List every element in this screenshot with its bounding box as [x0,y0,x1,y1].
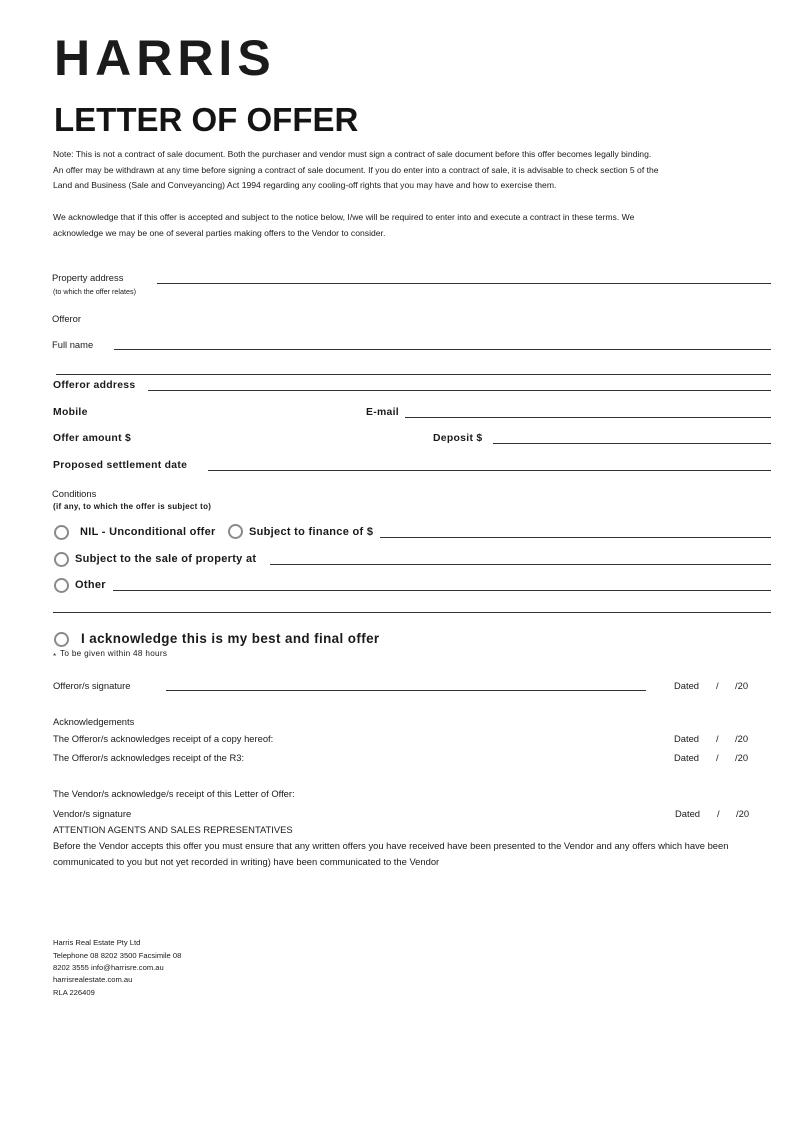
other-field[interactable] [113,590,771,591]
footer-website: harrisrealestate.com.au [53,975,133,984]
best-offer-note: To be given within 48 hours [60,649,168,658]
email-label: E-mail [366,407,399,418]
note-line-1: Note: This is not a contract of sale document. Both the purchaser and vendor must sign a contract of sale document before this offer becomes legally binding. [53,149,652,159]
full-name-field-extra[interactable] [56,374,771,375]
note-line-2: An offer may be withdrawn at any time before signing a contract of sale document. If you do enter into a contract of sale, it is advisable to check section 5 of the [53,165,659,175]
nil-unconditional-radio[interactable] [54,525,69,540]
offeror-heading: Offeror [52,313,82,324]
best-final-offer-label: I acknowledge this is my best and final offer [81,631,380,646]
ack-r3-label: The Offeror/s acknowledges receipt of the R3: [53,752,245,763]
acknowledge-line-1: We acknowledge that if this offer is accepted and subject to the notice below, I/we will be required to enter into and execute a contract in these terms. We [53,212,635,222]
subject-to-finance-radio[interactable] [228,524,243,539]
offer-amount-label: Offer amount $ [53,433,132,444]
deposit-label: Deposit $ [433,433,483,444]
offeror-signature-label: Offeror/s signature [53,680,131,691]
attention-body: Before the Vendor accepts this offer you must ensure that any written offers you have received have been presented to the Vendor and any offers which have been communicated to you but not yet recorded in writing) have been communicated to the Vendor [53,840,729,867]
dated-label: Dated [674,752,700,763]
offeror-signature-field[interactable] [166,690,646,691]
other-label: Other [75,579,106,591]
attention-heading: ATTENTION AGENTS AND SALES REPRESENTATIVES [53,824,293,835]
date-year: /20 [735,733,749,744]
date-year: /20 [736,808,750,819]
conditions-heading: Conditions [52,488,97,499]
date-separator: / [717,808,720,819]
acknowledge-line-2: acknowledge we may be one of several parties making offers to the Vendor to consider. [53,228,386,238]
settlement-date-field[interactable] [208,470,771,471]
footer-company: Harris Real Estate Pty Ltd [53,938,141,947]
asterisk: * [53,652,57,661]
offeror-address-label: Offeror address [53,380,136,391]
acknowledgements-heading: Acknowledgements [53,716,135,727]
footer-rla: RLA 226409 [53,988,95,997]
offeror-address-field[interactable] [148,390,771,391]
ack-copy-label: The Offeror/s acknowledges receipt of a copy hereof: [53,733,274,744]
dated-label: Dated [675,808,701,819]
dated-label: Dated [674,680,700,691]
nil-unconditional-label: NIL - Unconditional offer [80,526,216,538]
property-address-field[interactable] [157,283,771,284]
footer-phone: Telephone 08 8202 3500 Facsimile 08 [53,951,182,960]
full-name-label: Full name [52,339,94,350]
subject-to-sale-label: Subject to the sale of property at [75,553,257,565]
full-name-field[interactable] [114,349,771,350]
date-separator: / [716,733,719,744]
date-separator: / [716,680,719,691]
settlement-date-label: Proposed settlement date [53,460,188,471]
vendor-signature-label: Vendor/s signature [53,808,132,819]
date-year: /20 [735,752,749,763]
date-year: /20 [735,680,749,691]
deposit-field[interactable] [493,443,771,444]
property-address-label: Property address [52,272,124,283]
email-field[interactable] [405,417,771,418]
note-line-3: Land and Business (Sale and Conveyancing) Act 1994 regarding any cooling-off rights that you may have and how to exercise them. [53,180,557,190]
subject-to-finance-label: Subject to finance of $ [249,526,374,538]
best-final-offer-radio[interactable] [54,632,69,647]
conditions-sublabel: (if any, to which the offer is subject to) [53,502,212,511]
dated-label: Dated [674,733,700,744]
footer-fax-email: 8202 3555 info@harrisre.com.au [53,963,164,972]
mobile-label: Mobile [53,407,88,418]
date-separator: / [716,752,719,763]
page-title: LETTER OF OFFER [54,101,359,138]
vendor-receipt-label: The Vendor/s acknowledge/s receipt of this Letter of Offer: [53,788,295,799]
property-address-sublabel: (to which the offer relates) [53,287,136,296]
other-radio[interactable] [54,578,69,593]
harris-logo: HARRIS [54,30,276,86]
sale-property-field[interactable] [270,564,771,565]
subject-to-sale-radio[interactable] [54,552,69,567]
other-field-extra[interactable] [53,612,771,613]
finance-amount-field[interactable] [380,537,771,538]
